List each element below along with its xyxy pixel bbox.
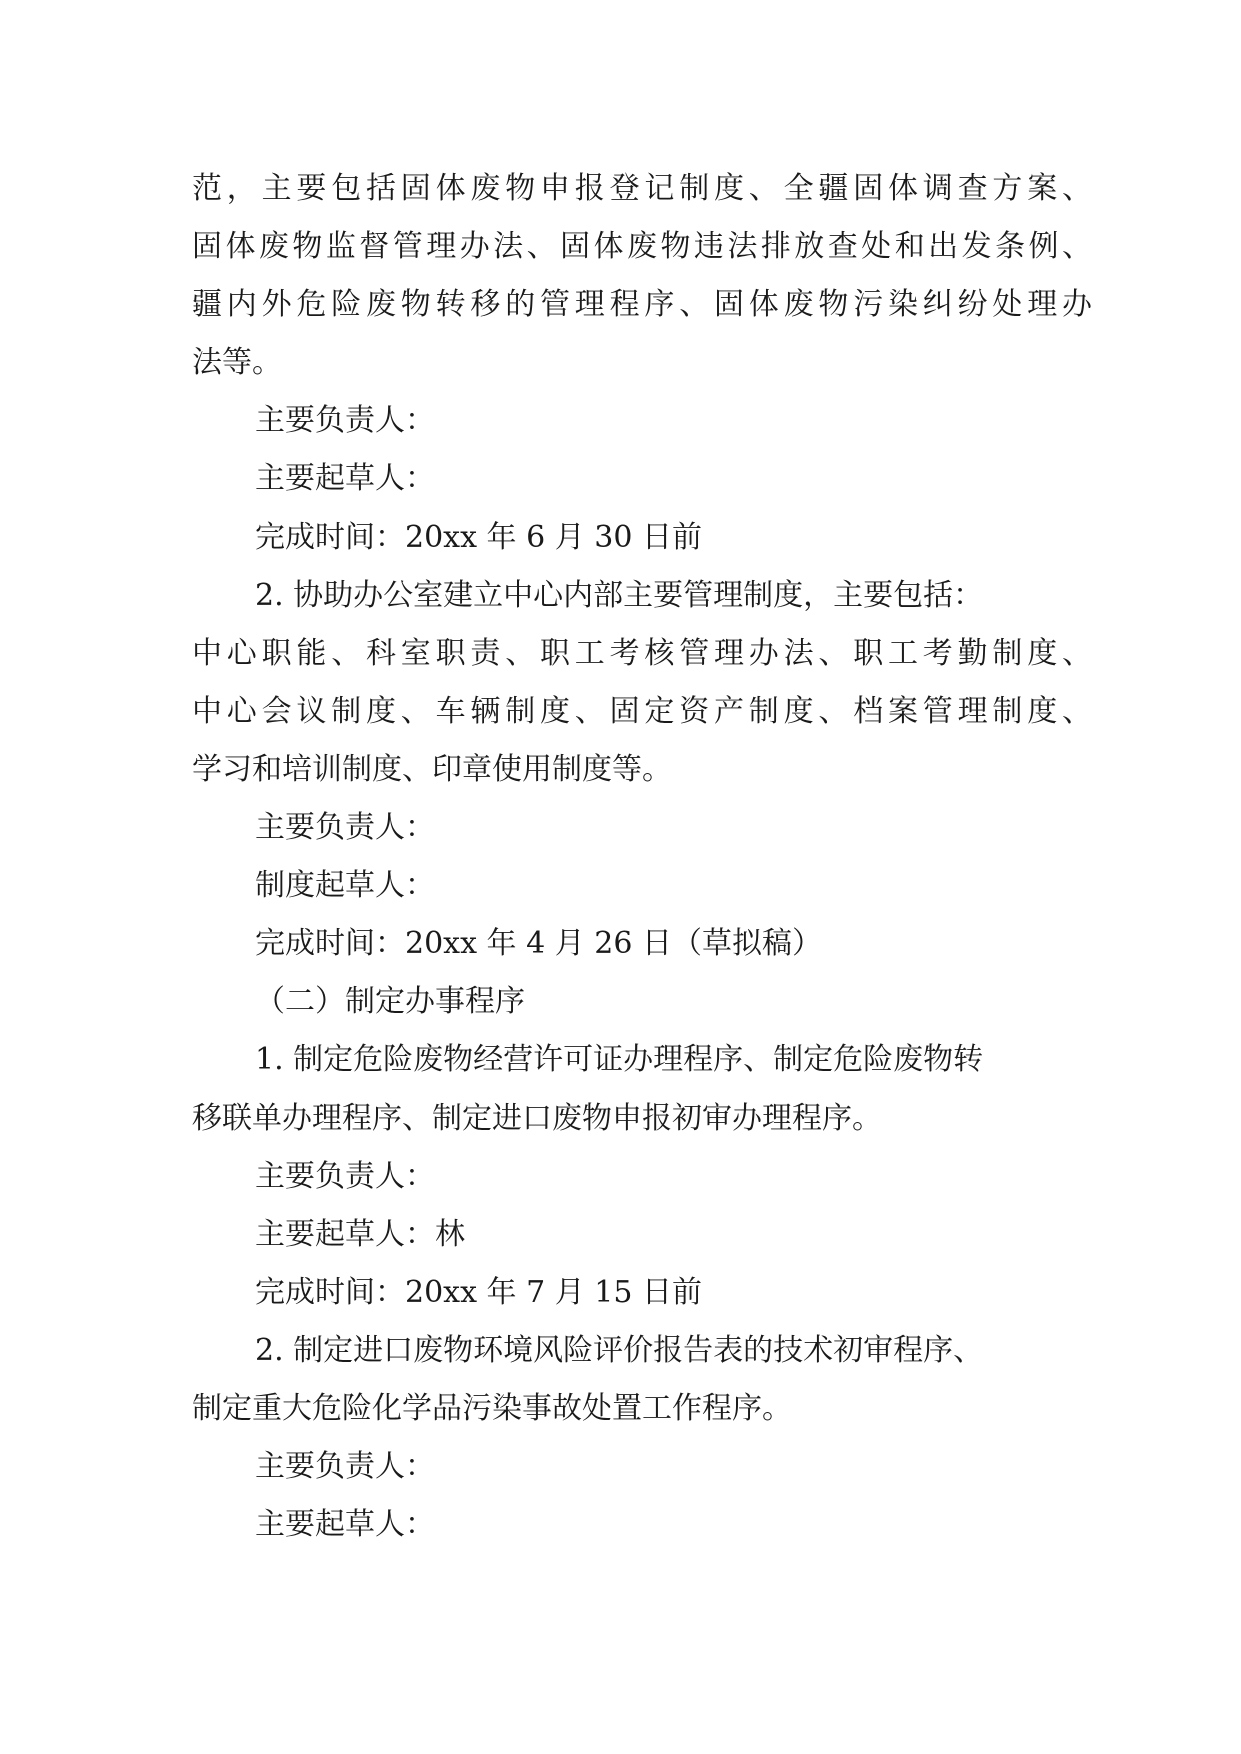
text-line: 2. 制定进口废物环境风险评价报告表的技术初审程序、 [255,1332,984,1368]
text-line: 完成时间：20xx 年 4 月 26 日（草拟稿） [255,926,822,962]
text-line: 中心会议制度、车辆制度、固定资产制度、档案管理制度、 [192,693,1092,729]
document-body [192,160,1092,1554]
text-line: 移联单办理程序、制定进口废物申报初审办理程序。 [192,1100,882,1136]
text-line: 主要负责人： [255,403,435,439]
text-line: 疆内外危险废物转移的管理程序、固体废物污染纠纷处理办 [192,287,1092,323]
text-line: 范，主要包括固体废物申报登记制度、全疆固体调查方案、 [192,171,1092,206]
text-line: 主要负责人： [255,810,435,846]
text-line: （二）制定办事程序 [255,984,525,1020]
text-line: 法等。 [192,345,282,381]
text-line: 制定重大危险化学品污染事故处置工作程序。 [192,1390,792,1426]
text-line: 完成时间：20xx 年 7 月 15 日前 [255,1274,702,1310]
text-line: 主要起草人： [255,1507,435,1543]
text-line: 2. 协助办公室建立中心内部主要管理制度，主要包括： [255,577,984,613]
text-line: 中心职能、科室职责、职工考核管理办法、职工考勤制度、 [192,635,1092,671]
text-line: 主要负责人： [255,1449,435,1485]
text-line: 制度起草人： [255,868,435,904]
text-line: 学习和培训制度、印章使用制度等。 [192,751,672,787]
text-line: 主要起草人：林 [255,1216,465,1252]
text-line: 完成时间：20xx 年 6 月 30 日前 [255,519,702,555]
text-line: 固体废物监督管理办法、固体废物违法排放查处和出发条例、 [192,229,1092,265]
text-line: 1. 制定危险废物经营许可证办理程序、制定危险废物转 [255,1042,984,1078]
text-line: 主要起草人： [255,461,435,497]
text-line: 主要负责人： [255,1158,435,1194]
